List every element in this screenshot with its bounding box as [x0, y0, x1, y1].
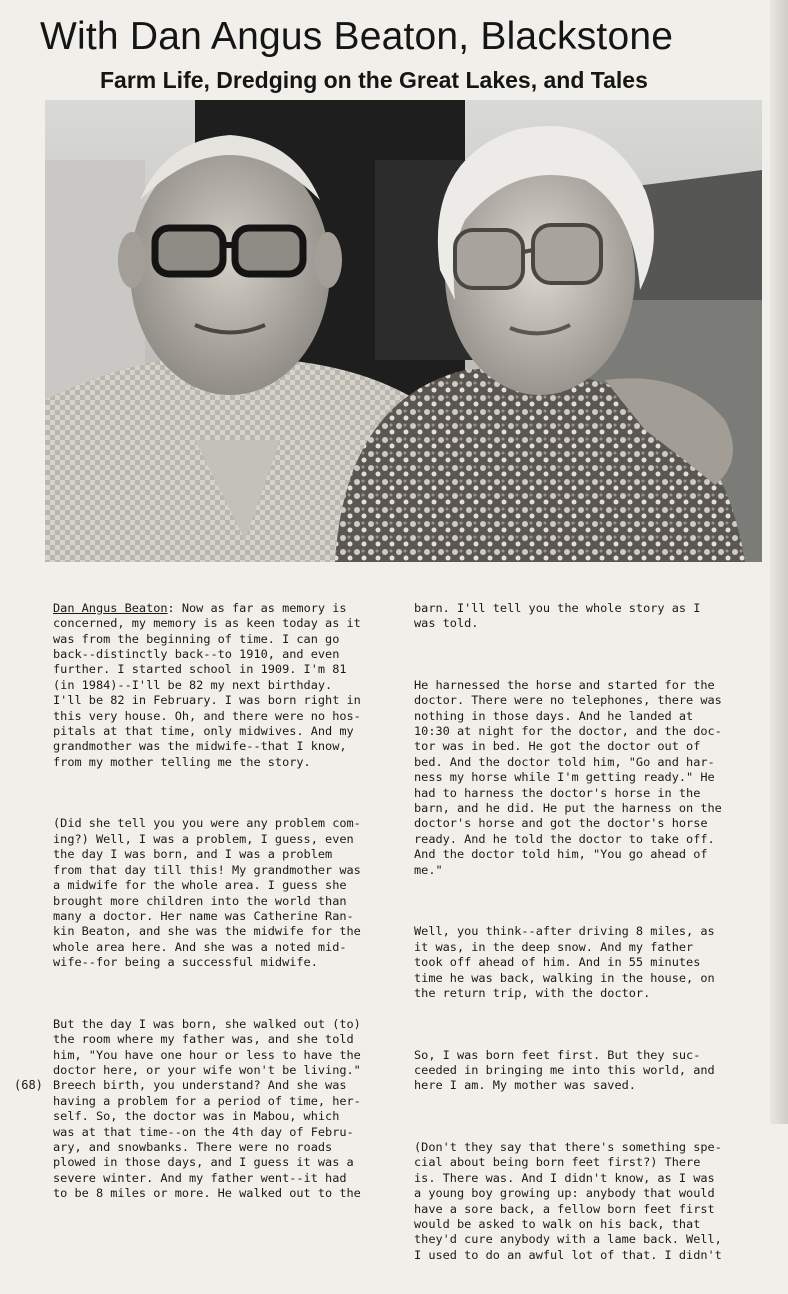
article-title: With Dan Angus Beaton, Blackstone: [40, 15, 674, 58]
paragraph: (Did she tell you you were any problem com- ing?) Well, I was a problem, I guess, even the day I was born, and I was a problem from that day till this! My grandmother was a midwife for the whole area. I guess she brought more children into the world than many a doctor. Her name was Catherine Ran- kin Beaton, and she was the midwife for the whole area here. And she was a noted mid- wife--for being a successful midwife.: [53, 816, 361, 970]
speaker-name: Dan Angus Beaton: [53, 600, 168, 615]
paragraph: [53, 601, 403, 770]
article-subtitle: Farm Life, Dredging on the Great Lakes, and Tales: [100, 67, 648, 93]
paragraph: He harnessed the horse and started for the doctor. There were no telephones, there was nothing in those days. And he landed at 10:30 at night for the doctor, and the doc- tor was in bed. He got the doctor out of bed. And the doctor told him, "Go and har- ness my horse while I'm getting ready." He had to harness the doctor's horse in the barn, and he did. He put the harness on the doctor's horse and got the doctor's horse ready. And he told the doctor to take off. And the doctor told him, "You go ahead of me.": [414, 677, 722, 877]
page-number: (68): [14, 1078, 43, 1092]
paragraph-text: : Now as far as memory is concerned, my memory is as keen today as it was from the beginning of time. I can go back--distinctly back--to 1910, and even further. I started school in 1909. I'm 81 (in 1984)--I'll be 82 my next birthday. I'll be 82 in February. I was born right in this very house. Oh, and there were no hos- pitals at that time, only midwives. And my grandmother was the midwife--that I know, from my mother telling me the story.: [53, 600, 361, 769]
paragraph: barn. I'll tell you the whole story as I was told.: [414, 600, 701, 631]
paragraph: But the day I was born, she walked out (to) the room where my father was, and she told him, "You have one hour or less to have the doctor here, or your wife won't be living." Breech birth, you understand? And she was having a problem for a period of time, her- self. So, the doctor was in Mabou, which was at that time--on the 4th day of Febru- ary, and snowbanks. There were no roads plowed in those days, and I guess it was a severe winter. And my father went--it had to be 8 miles or more. He walked out to the: [53, 1016, 361, 1201]
left-column: [53, 570, 403, 1232]
paragraph: Well, you think--after driving 8 miles, as it was, in the deep snow. And my father took off ahead of him. And in 55 minutes time he was back, walking in the house, on the return trip, with the doctor.: [414, 924, 715, 1000]
paragraph: (Don't they say that there's something spe- cial about being born feet first?) There is. There was. And I didn't know, as I was a young boy growing up: anybody that would have a sore back, a fellow born feet first would be asked to walk on his back, that they'd cure anybody with a lame back. Well, I used to do an awful lot of that. I didn't: [414, 1139, 722, 1262]
right-column: [414, 570, 764, 1294]
portrait-photo-icon: [45, 100, 762, 562]
page-edge-shadow: [770, 0, 788, 1124]
paragraph: So, I was born feet first. But they suc- ceeded in bringing me into this world, and here I am. My mother was saved.: [414, 1047, 715, 1093]
